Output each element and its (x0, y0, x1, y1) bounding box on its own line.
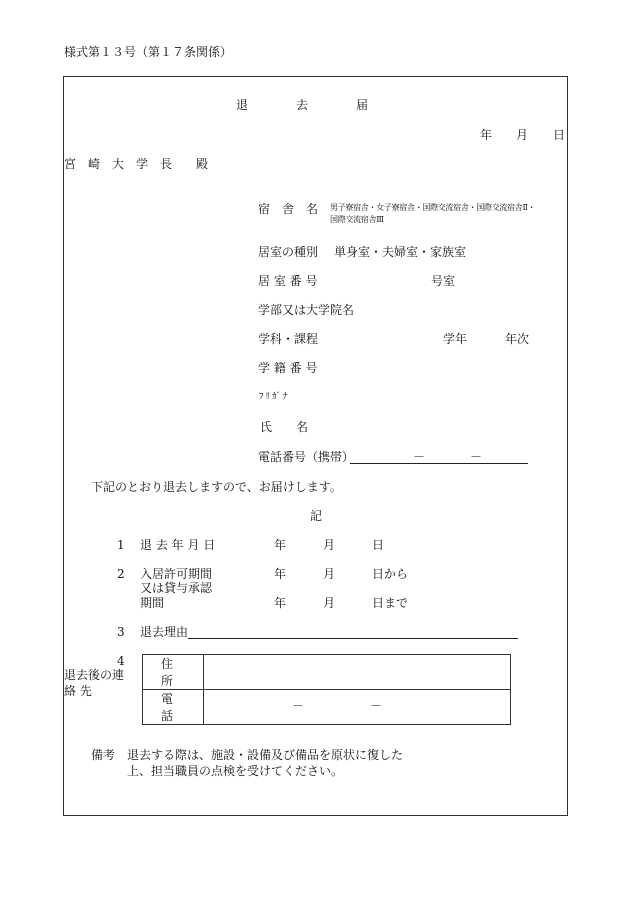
item1-month: 月 (323, 538, 336, 552)
student-id-label: 学 籍 番 号 (258, 361, 318, 375)
contact-phone-field[interactable] (204, 690, 511, 725)
room-number-label: 居 室 番 号 (258, 274, 318, 288)
furigana-label: ﾌﾘｶﾞﾅ (259, 392, 290, 402)
contact-phone-separator-2: － (370, 699, 383, 713)
remarks-label: 備考 (91, 748, 116, 762)
item2-until-year: 年 (274, 596, 287, 610)
form-number: 様式第１３号（第１７条関係） (64, 45, 233, 59)
item3-label: 退去理由 (140, 625, 189, 639)
item4-label-line2: 絡 先 (64, 684, 92, 698)
item1-day: 日 (372, 538, 385, 552)
contact-phone-separator-1: － (292, 699, 305, 713)
room-type-label: 居室の種別 (258, 245, 319, 259)
statement: 下記のとおり退去しますので、お届けします。 (91, 480, 342, 494)
item2-until-month: 月 (323, 596, 336, 610)
contact-address-label: 住 所 (143, 655, 204, 690)
item1-number: 1 (117, 538, 125, 552)
date-month: 月 (516, 128, 529, 142)
name-label: 氏 名 (260, 420, 309, 434)
item2-from-day: 日から (372, 567, 409, 581)
dorm-options-line2: 国際交流宿舎Ⅲ (330, 215, 384, 224)
contact-address-field[interactable] (204, 655, 511, 690)
item2-from-month: 月 (323, 567, 336, 581)
date-day: 日 (553, 128, 566, 142)
item4-label-line1: 退去後の連 (64, 668, 125, 682)
department-label: 学科・課程 (258, 332, 319, 346)
addressee: 宮 崎 大 学 長 殿 (64, 157, 209, 171)
phone-separator-1: － (413, 450, 426, 464)
item2-number: 2 (117, 567, 125, 581)
item1-year: 年 (274, 538, 287, 552)
remarks-line1: 退去する際は、施設・設備及び備品を原状に復した (127, 748, 404, 762)
item4-number: 4 (117, 654, 125, 668)
phone-label: 電話番号（携帯） (258, 450, 355, 464)
dorm-options-line1: 男子寮宿舎・女子寮宿舎・国際交流宿舎・国際交流宿舎Ⅱ・ (330, 203, 536, 212)
date-year: 年 (480, 128, 493, 142)
phone-underline (350, 463, 528, 464)
phone-separator-2: － (470, 450, 483, 464)
item2-from-year: 年 (274, 567, 287, 581)
contact-table (142, 654, 511, 725)
room-suffix: 号室 (431, 274, 456, 288)
contact-address-row (143, 655, 511, 690)
item2-label-line1: 入居許可期間 (140, 567, 213, 581)
dorm-label: 宿 舎 名 (258, 202, 319, 216)
year-level-label: 年次 (505, 332, 530, 346)
item1-label: 退 去 年 月 日 (140, 538, 216, 552)
room-type-options: 単身室・夫婦室・家族室 (334, 245, 467, 259)
item2-until-day: 日まで (372, 596, 409, 610)
reason-underline (188, 638, 518, 639)
faculty-label: 学部又は大学院名 (258, 303, 355, 317)
form-title: 退 去 届 (236, 98, 369, 112)
ki-heading: 記 (310, 509, 323, 523)
item2-label-line3: 期間 (140, 596, 165, 610)
contact-phone-row (143, 690, 511, 725)
contact-phone-label: 電 話 (143, 690, 204, 725)
grade-label: 学年 (443, 332, 468, 346)
item2-label-line2: 又は貸与承認 (140, 581, 213, 595)
remarks-line2: 上、担当職員の点検を受けてください。 (127, 764, 344, 778)
item3-number: 3 (117, 625, 125, 639)
